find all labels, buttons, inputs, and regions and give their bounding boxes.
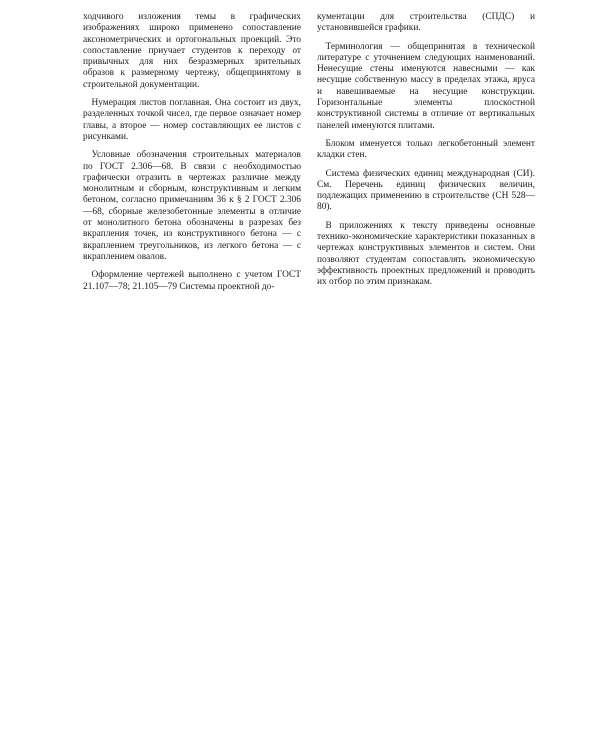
text-column-right [317, 12, 535, 289]
paragraph-units-system: Система физических единиц международная (СИ). См. Перечень единиц физических величин, подлежащих применению в строительстве (СН 528—80). [317, 168, 535, 213]
text-column-left [83, 12, 301, 293]
paragraph-appendices: В приложениях к тексту приведены основные технико-экономические характеристики показанных в чертежах конструктивных элементов и систем. Они позволяют студентам сопоставлять экономическую эффективность проектных предложений и проводить их отбор по этим признакам. [317, 220, 535, 288]
paragraph-block-definition: Блоком именуется только легкобетонный элемент кладки стен. [317, 138, 535, 161]
paragraph-documentation-continued: кументации для строительства (СПДС) и установившейся графики. [317, 12, 535, 34]
paragraph-drawing-standards: Оформление чертежей выполнено с учетом ГОСТ 21.107—78; 21.105—79 Системы проектной до- [83, 270, 301, 292]
paragraph-terminology: Терминология — общепринятая в технической литературе с уточнением следующих наименований. Ненесущие стены именуются навесными — как несущие собственную массу в пределах этажа, яруса и навешиваемые на несущие конструкции. Горизонтальные элементы плоскостной конструктивной системы в отличие от вертикальных панелей именуются плитами. [317, 41, 535, 131]
paragraph-presentation-continued: ходчивого изложения темы в графических изображениях широко применено сопоставление аксонометрических и ортогональных проекций. Это сопоставление приучает студентов к переходу от привычных для них безразмерных зрительных образов к размерному чертежу, общепринятому в строительной документации. [83, 12, 301, 90]
paragraph-sheet-numbering: Нумерация листов поглавная. Она состоит из двух, разделенных точкой чисел, где первое означает номер главы, а второе — номер составляющих ее листов с рисунками. [83, 98, 301, 142]
paragraph-material-symbols: Условные обозначения строительных материалов по ГОСТ 2.306—68. В связи с необходимостью графически отразить в чертежах различие между монолитным и сборным, конструктивным и легким бетоном, согласно примечаниям 36 к § 2 ГОСТ 2.306—68, сборные железобетонные элементы в отличие от монолитного бетона обозначены в разрезах без вкрапления точек, из конструктивного бетона — с вкраплением треугольников, из легкого бетона — с вкраплением овалов. [83, 150, 301, 262]
